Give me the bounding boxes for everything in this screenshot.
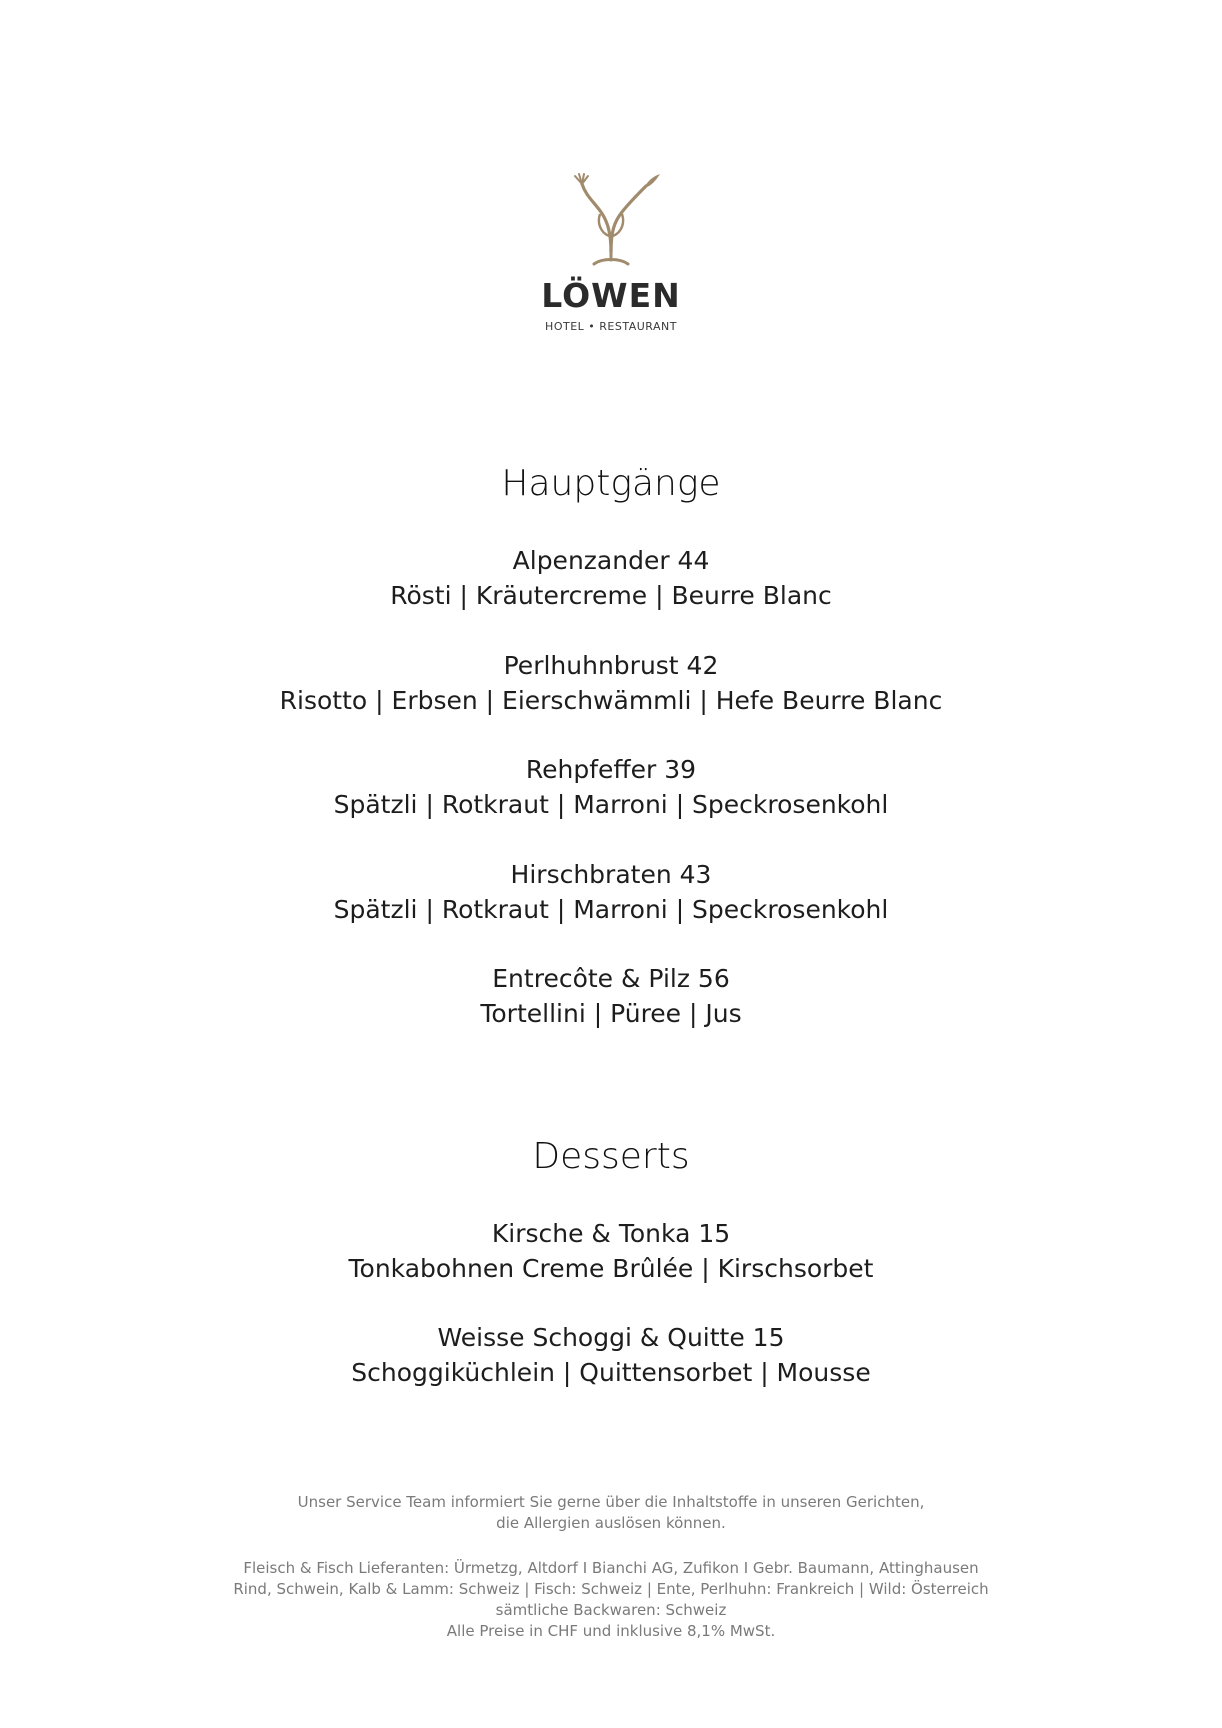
origin-note — [0, 1558, 1222, 1642]
menu-item — [0, 857, 1222, 927]
dish-name: Weisse Schoggi & Quitte 15 — [437, 1323, 785, 1352]
footer-line: die Allergien auslösen können. — [496, 1514, 726, 1532]
dish-sides: Schoggiküchlein | Quittensorbet | Mousse — [351, 1358, 871, 1387]
menu-item — [0, 543, 1222, 613]
dish-name: Entrecôte & Pilz 56 — [492, 964, 730, 993]
section-title-desserts: Desserts — [532, 1136, 690, 1177]
dish-name: Rehpfeffer 39 — [525, 755, 697, 784]
footer-line: Rind, Schwein, Kalb & Lamm: Schweiz | Fisch: Schweiz | Ente, Perlhuhn: Frankreich | Wild: Österreich — [233, 1580, 989, 1598]
dish-sides: Tortellini | Püree | Jus — [480, 999, 742, 1028]
menu-item — [0, 1320, 1222, 1390]
dish-sides: Spätzli | Rotkraut | Marroni | Speckrosenkohl — [333, 790, 889, 819]
dish-name: Alpenzander 44 — [512, 546, 710, 575]
footer-line: Alle Preise in CHF und inklusive 8,1% MwSt. — [446, 1622, 776, 1640]
footer-line: sämtliche Backwaren: Schweiz — [495, 1601, 727, 1619]
dish-sides: Risotto | Erbsen | Eierschwämmli | Hefe Beurre Blanc — [279, 686, 943, 715]
menu-item — [0, 961, 1222, 1031]
dish-name: Perlhuhnbrust 42 — [503, 651, 719, 680]
dish-sides: Tonkabohnen Creme Brûlée | Kirschsorbet — [348, 1254, 874, 1283]
fork-wine-glass-icon — [556, 172, 666, 270]
footer-line: Fleisch & Fisch Lieferanten: Ürmetzg, Altdorf I Bianchi AG, Zufikon I Gebr. Baumann, Attinghausen — [243, 1559, 979, 1577]
section-title-hauptgaenge: Hauptgänge — [501, 463, 721, 504]
dish-sides: Rösti | Kräutercreme | Beurre Blanc — [390, 581, 832, 610]
logo-name: LÖWEN — [541, 276, 681, 315]
footer-line: Unser Service Team informiert Sie gerne über die Inhaltstoffe in unseren Gerichten, — [297, 1493, 925, 1511]
dish-sides: Spätzli | Rotkraut | Marroni | Speckrosenkohl — [333, 895, 889, 924]
dish-name: Hirschbraten 43 — [510, 860, 712, 889]
menu-item — [0, 1216, 1222, 1286]
menu-item — [0, 752, 1222, 822]
dish-name: Kirsche & Tonka 15 — [491, 1219, 731, 1248]
logo — [0, 172, 1222, 270]
allergen-note — [0, 1492, 1222, 1534]
menu-item — [0, 648, 1222, 718]
logo-subtitle: HOTEL • RESTAURANT — [545, 320, 677, 333]
